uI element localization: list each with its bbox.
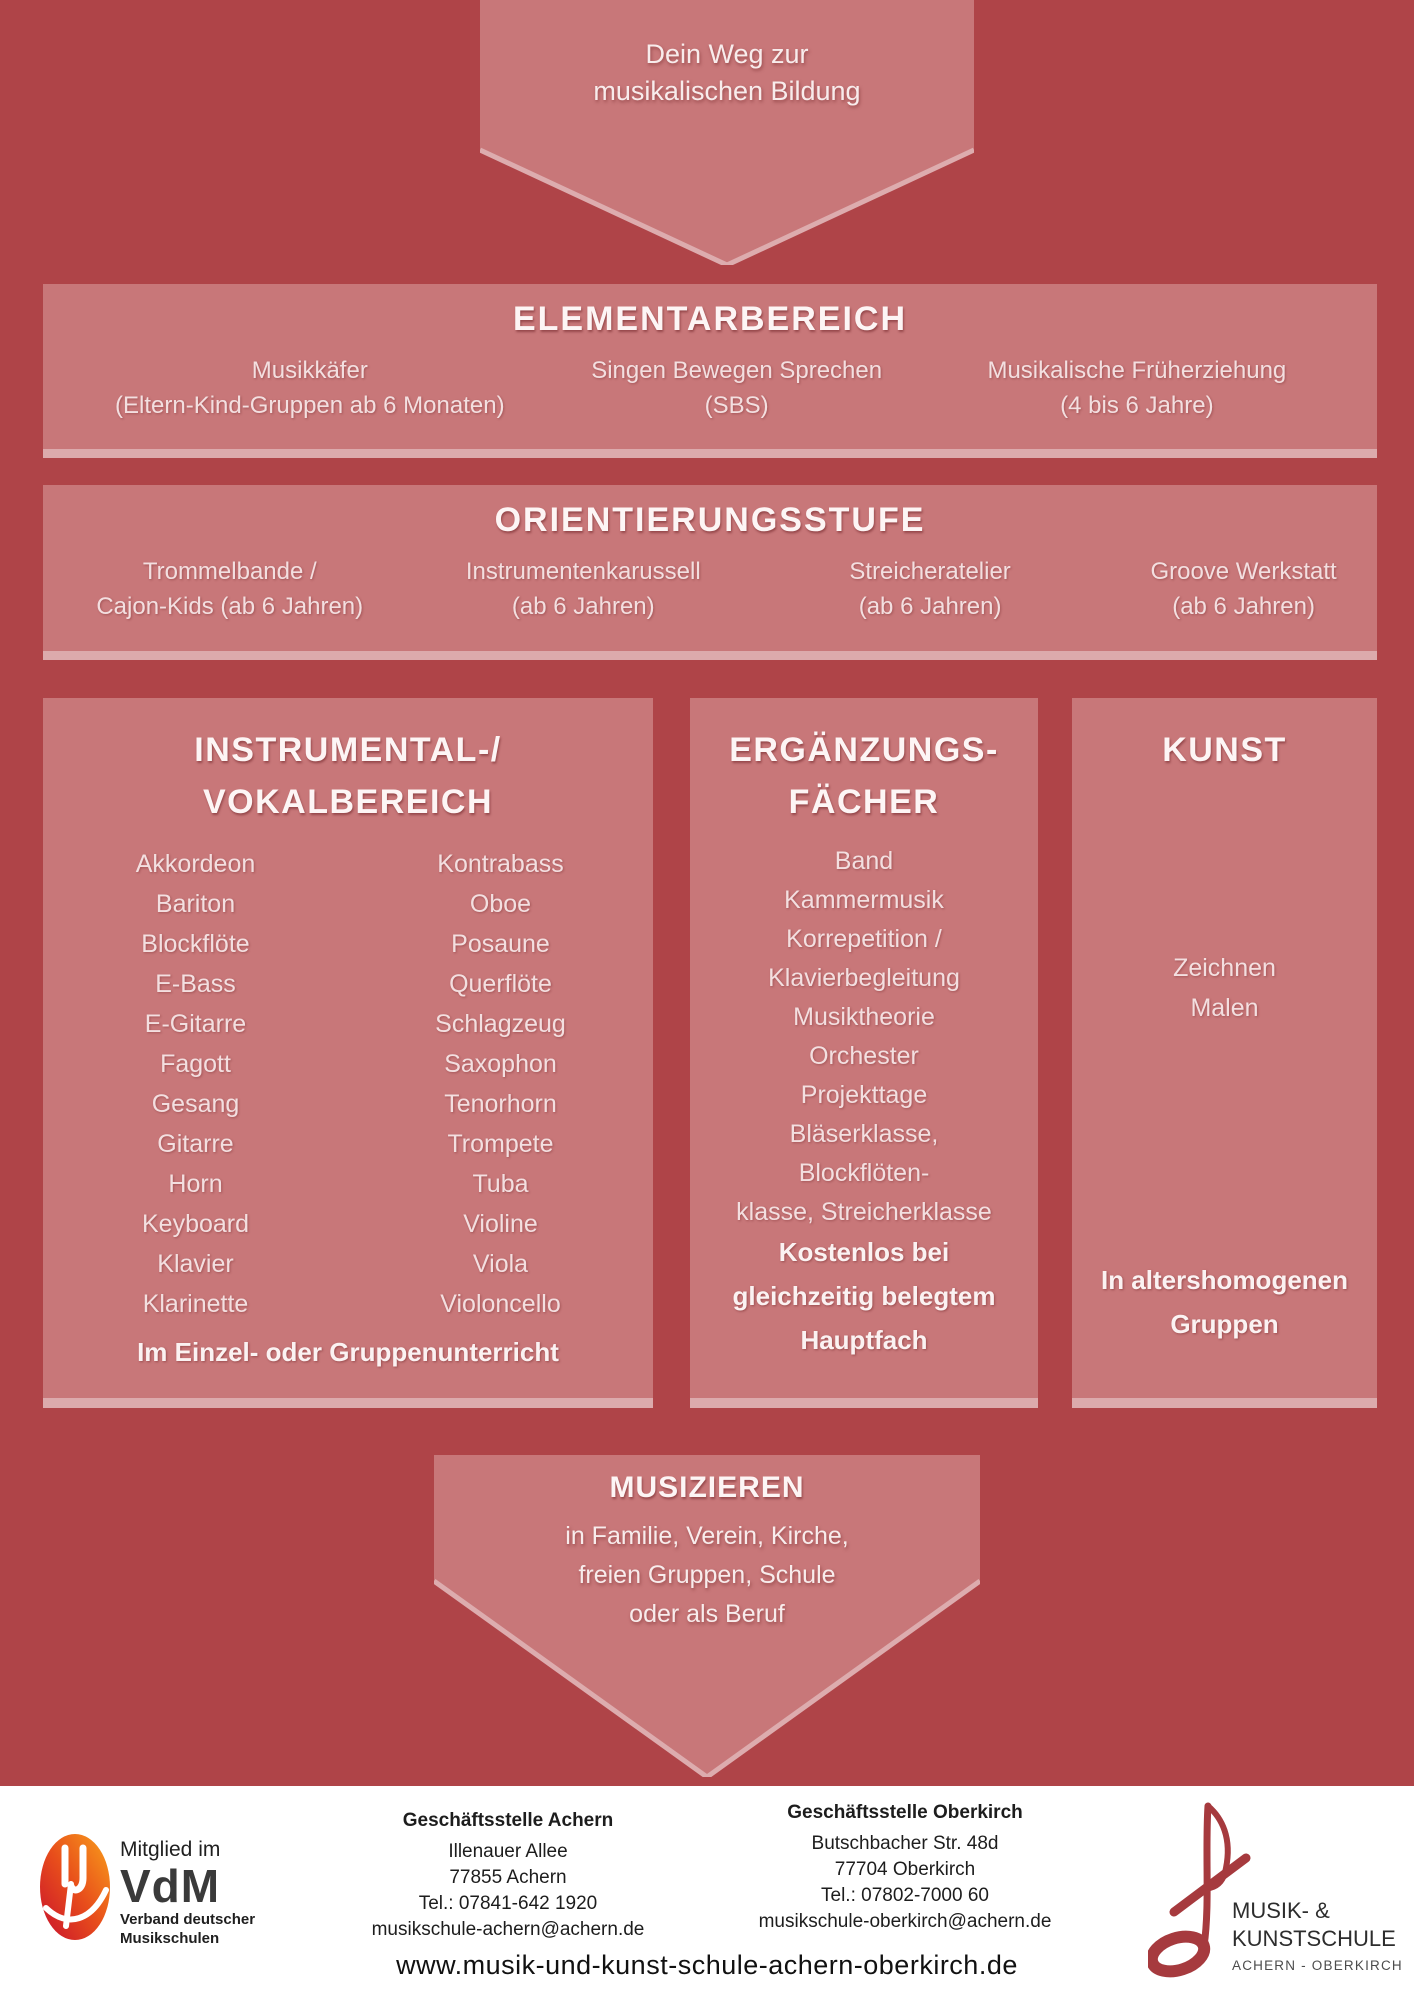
office-line: Illenauer Allee	[448, 1841, 568, 1862]
instrument-item: E-Bass	[155, 970, 236, 998]
program-groove-werkstatt	[1110, 554, 1377, 624]
ergaenzung-item: Bläserklasse,	[789, 1120, 939, 1148]
instrument-item: Kontrabass	[437, 850, 564, 878]
ergaenzung-item: Orchester	[809, 1042, 919, 1070]
instrument-item: Oboe	[469, 890, 532, 918]
program-detail: (Eltern-Kind-Gruppen ab 6 Monaten)	[115, 392, 505, 419]
orientierungsstufe-programs	[43, 554, 1377, 624]
program-detail: (4 bis 6 Jahre)	[1060, 392, 1214, 419]
instrumental-title-line2: VOKALBEREICH	[202, 783, 494, 821]
program-name: Streicheratelier	[849, 558, 1011, 585]
section-orientierungsstufe	[43, 485, 1377, 660]
program-musikkaefer	[43, 353, 577, 423]
section-instrumental-vokalbereich	[43, 698, 653, 1408]
elementarbereich-title: ELEMENTARBEREICH	[512, 300, 908, 338]
office-line: 77855 Achern	[449, 1867, 567, 1888]
section-kunst	[1072, 698, 1377, 1408]
ergaenzung-title-line1: ERGÄNZUNGS-	[729, 731, 999, 769]
ergaenzung-highlight	[690, 1230, 1038, 1362]
program-name: Musikkäfer	[251, 357, 368, 384]
program-detail: (ab 6 Jahren)	[1172, 593, 1315, 620]
instrument-item: Bariton	[155, 890, 236, 918]
instrument-item: Tuba	[472, 1170, 529, 1198]
ergaenzung-item: Band	[834, 847, 894, 875]
office-line: musikschule-oberkirch@achern.de	[758, 1911, 1052, 1932]
instrument-item: Schlagzeug	[435, 1010, 566, 1038]
instrument-item: Fagott	[160, 1050, 231, 1078]
ergaenzung-item: Blockflöten-	[798, 1159, 930, 1187]
program-detail: (ab 6 Jahren)	[511, 593, 655, 620]
program-trommelbande	[43, 554, 417, 624]
office-line: 77704 Oberkirch	[834, 1859, 976, 1880]
instrument-item: Saxophon	[444, 1050, 557, 1078]
instrument-item: Gitarre	[157, 1130, 234, 1158]
instrument-lists	[43, 844, 653, 1324]
section-ergaenzungsfaecher	[690, 698, 1038, 1408]
kunst-title: KUNST	[1162, 731, 1287, 769]
program-name: Trommelbande /	[142, 558, 317, 585]
program-detail: (ab 6 Jahren)	[858, 593, 1002, 620]
school-logo-line3: ACHERN - OBERKIRCH	[1232, 1958, 1403, 1973]
instrument-item: Gesang	[151, 1090, 240, 1118]
instrument-item: Klavier	[157, 1250, 234, 1278]
program-frueherziehung	[897, 353, 1377, 423]
office-line: Tel.: 07802-7000 60	[821, 1885, 989, 1906]
instrument-list-right	[348, 844, 653, 1324]
instrument-item: Querflöte	[449, 970, 552, 998]
instrumental-title-line1: INSTRUMENTAL-/	[194, 731, 502, 769]
kunst-list	[1072, 948, 1377, 1028]
instrument-item: Klarinette	[142, 1290, 249, 1318]
office-oberkirch-lines	[705, 1831, 1105, 1935]
vdm-badge	[40, 1834, 255, 1948]
program-detail: (SBS)	[704, 392, 769, 419]
musizieren-text	[434, 1517, 980, 1634]
kunst-highlight	[1072, 1258, 1377, 1346]
vdm-abbreviation: VdM	[120, 1860, 221, 1912]
instrument-item: Trompete	[447, 1130, 554, 1158]
kunst-item: Malen	[1190, 994, 1259, 1022]
intro-banner-text	[480, 36, 974, 110]
vdm-tuning-fork-icon	[40, 1834, 110, 1940]
program-name: Singen Bewegen Sprechen	[591, 357, 883, 384]
highlight-line: Hauptfach	[800, 1325, 928, 1355]
musizieren-line: oder als Beruf	[629, 1600, 785, 1628]
instrument-item: Tenorhorn	[444, 1090, 557, 1118]
highlight-line: gleichzeitig belegtem	[732, 1281, 996, 1311]
program-instrumentenkarussell	[417, 554, 751, 624]
office-line: musikschule-achern@achern.de	[371, 1919, 645, 1940]
ergaenzung-item: Musiktheorie	[793, 1003, 935, 1031]
intro-line-2: musikalischen Bildung	[593, 76, 861, 106]
instrument-item: Violoncello	[440, 1290, 561, 1318]
section-elementarbereich	[43, 284, 1377, 458]
instrument-item: Violine	[463, 1210, 538, 1238]
program-streicheratelier	[750, 554, 1110, 624]
school-logo	[1148, 1794, 1414, 1994]
ergaenzung-list	[690, 842, 1038, 1232]
ergaenzungsfaecher-title	[690, 698, 1038, 828]
instrument-item: Horn	[168, 1170, 223, 1198]
highlight-line: Kostenlos bei	[778, 1237, 950, 1267]
instrument-item: Blockflöte	[141, 930, 250, 958]
school-logo-line1: MUSIK- &	[1232, 1898, 1330, 1923]
office-achern-lines	[308, 1839, 708, 1943]
office-oberkirch	[705, 1800, 1105, 1935]
instrument-item: E-Gitarre	[144, 1010, 247, 1038]
office-achern-title: Geschäftsstelle Achern	[402, 1810, 614, 1831]
ergaenzung-item: Korrepetition /	[786, 925, 942, 953]
program-sbs	[577, 353, 897, 423]
vdm-text	[120, 1834, 255, 1948]
instrument-list-left	[43, 844, 348, 1324]
office-line: Tel.: 07841-642 1920	[418, 1893, 598, 1914]
instrument-item: Akkordeon	[135, 850, 256, 878]
intro-banner	[480, 0, 974, 265]
ergaenzung-item: klasse, Streicherklasse	[736, 1198, 992, 1226]
vdm-subtitle-1: Verband deutscher	[120, 1911, 256, 1928]
highlight-line: Gruppen	[1170, 1309, 1279, 1339]
program-detail: Cajon-Kids (ab 6 Jahren)	[96, 593, 364, 620]
instrument-item: Viola	[472, 1250, 529, 1278]
program-name: Groove Werkstatt	[1150, 558, 1337, 585]
musizieren-banner	[434, 1455, 980, 1777]
ergaenzung-title-line2: FÄCHER	[788, 783, 940, 821]
office-achern	[308, 1808, 708, 1943]
highlight-line: In altershomogenen	[1100, 1265, 1349, 1295]
instrument-item: Keyboard	[141, 1210, 250, 1238]
vdm-subtitle-2: Musikschulen	[120, 1930, 220, 1947]
instrument-item: Posaune	[451, 930, 550, 958]
elementarbereich-programs	[43, 353, 1377, 423]
kunst-item: Zeichnen	[1173, 954, 1276, 982]
program-name: Instrumentenkarussell	[465, 558, 701, 585]
orientierungsstufe-title: ORIENTIERUNGSSTUFE	[494, 501, 926, 539]
vdm-member-label: Mitglied im	[120, 1838, 221, 1861]
instrumental-title	[43, 698, 653, 828]
instrumental-note: Im Einzel- oder Gruppenunterricht	[137, 1337, 559, 1367]
program-name: Musikalische Früherziehung	[987, 357, 1287, 384]
ergaenzung-item: Projekttage	[800, 1081, 928, 1109]
footer	[0, 1786, 1414, 2000]
ergaenzung-item: Klavierbegleitung	[768, 964, 960, 992]
musizieren-line: in Familie, Verein, Kirche,	[565, 1522, 849, 1550]
musizieren-line: freien Gruppen, Schule	[578, 1561, 836, 1589]
website-url: www.musik-und-kunst-schule-achern-oberkirch.de	[396, 1950, 1018, 1980]
musizieren-title: MUSIZIEREN	[609, 1471, 805, 1504]
ergaenzung-item: Kammermusik	[784, 886, 944, 914]
school-logo-line2: KUNSTSCHULE	[1232, 1926, 1396, 1951]
office-line: Butschbacher Str. 48d	[811, 1833, 999, 1854]
intro-line-1: Dein Weg zur	[645, 39, 809, 69]
office-oberkirch-title: Geschäftsstelle Oberkirch	[787, 1802, 1023, 1823]
